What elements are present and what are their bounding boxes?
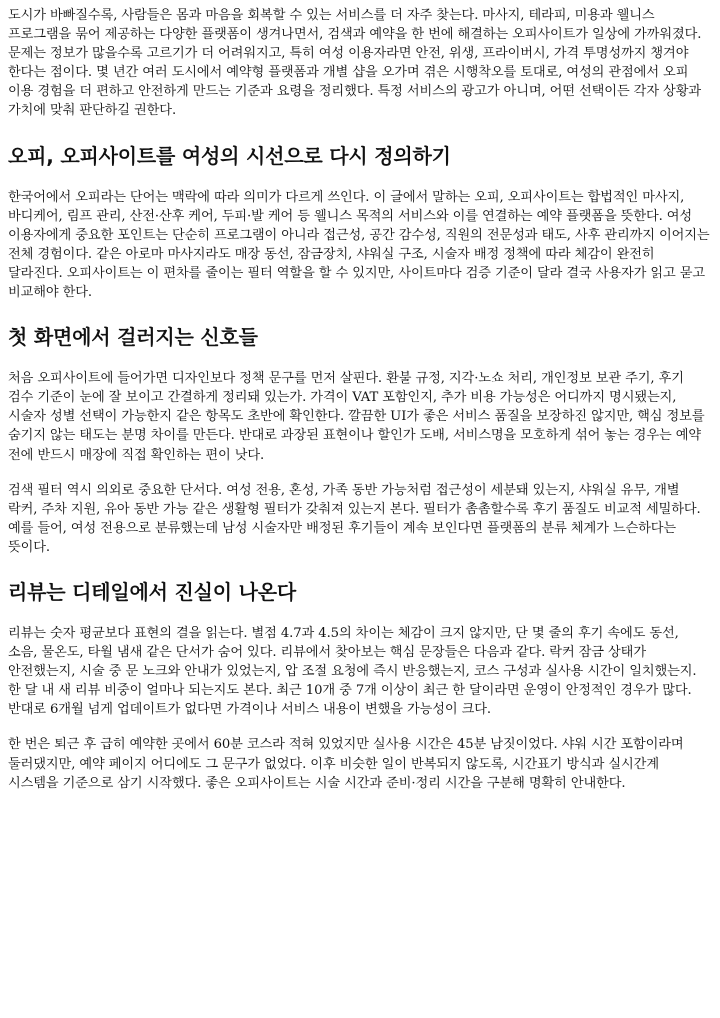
section-paragraph: 한국어에서 오피라는 단어는 맥락에 따라 의미가 다르게 쓰인다. 이 글에서 말하는 오피, 오피사이트는 합법적인 마사지, 바디케어, 림프 관리, 산전·산후 케어, 두피·발 케어 등 웰니스 목적의 서비스와 이를 연결하는 예약 플랫폼을 뜻한다. 여성 이용자에게 중요한 포인트는 단순히 프로그램이 아니라 접근성, 공간 감수성, 직원의 전문성과 태도, 사후 관리까지 이어지는 전체 경험이다. 같은 아로마 마사지라도 매장 동선, 잠금장치, 샤워실 구조, 시술자 배정 정책에 따라 체감이 완전히 달라진다. 오피사이트는 이 편차를 줄이는 필터 역할을 할 수 있지만, 사이트마다 검증 기준이 달라 결국 사용자가 읽고 묻고 비교해야 한다. bbox=[8, 189, 710, 301]
section-definition bbox=[8, 143, 712, 303]
section-reviews bbox=[8, 579, 712, 793]
intro-paragraph: 도시가 바빠질수록, 사람들은 몸과 마음을 회복할 수 있는 서비스를 더 자주 찾는다. 마사지, 테라피, 미용과 웰니스 프로그램을 묶어 제공하는 다양한 플랫폼이 생겨나면서, 검색과 예약을 한 번에 해결하는 오피사이트가 일상에 가까워졌다. 문제는 정보가 많을수록 고르기가 더 어려워지고, 특히 여성 이용자라면 안전, 위생, 프라이버시, 가격 투명성까지 챙겨야 한다는 점이다. 몇 년간 여러 도시에서 예약형 플랫폼과 개별 샵을 오가며 겪은 시행착오를 토대로, 여성의 관점에서 오피 이용 경험을 더 편하고 안전하게 만드는 기준과 요령을 정리했다. 특정 서비스의 광고가 아니며, 어떤 선택이든 각자 상황과 가치에 맞춰 판단하길 권한다. bbox=[8, 8, 702, 119]
section-paragraph: 처음 오피사이트에 들어가면 디자인보다 정책 문구를 먼저 살핀다. 환불 규정, 지각·노쇼 처리, 개인정보 보관 주기, 후기 검수 기준이 눈에 잘 보이고 간결하게 정리돼 있는가. 가격이 VAT 포함인지, 추가 비용 가능성은 어디까지 명시됐는지, 시술자 성별 선택이 가능한지 같은 항목도 초반에 확인한다. 깔끔한 UI가 좋은 서비스 품질을 보장하진 않지만, 핵심 정보를 숨기지 않는 태도는 분명 차이를 만든다. 반대로 과장된 표현이나 할인가 도배, 서비스명을 모호하게 섞어 놓는 경우는 예약 전에 반드시 매장에 직접 확인하는 편이 낫다. bbox=[8, 371, 705, 463]
section-paragraph: 검색 필터 역시 의외로 중요한 단서다. 여성 전용, 혼성, 가족 동반 가능처럼 접근성이 세분돼 있는지, 샤워실 유무, 개별 락커, 주차 지원, 유아 동반 가능 같은 생활형 필터가 갖춰져 있는지 본다. 필터가 촘촘할수록 후기 품질도 비교적 세밀하다. 예를 들어, 여성 전용으로 분류했는데 남성 시술자만 배정된 후기들이 계속 보인다면 플랫폼의 분류 체계가 느슨하다는 뜻이다. bbox=[8, 482, 701, 555]
section-heading: 리뷰는 디테일에서 진실이 나온다 bbox=[8, 579, 296, 604]
section-heading: 오피, 오피사이트를 여성의 시선으로 다시 정의하기 bbox=[8, 143, 451, 168]
section-paragraph: 한 번은 퇴근 후 급히 예약한 곳에서 60분 코스라 적혀 있었지만 실사용 시간은 45분 남짓이었다. 샤워 시간 포함이라며 둘러댔지만, 예약 페이지 어디에도 그 문구가 없었다. 이후 비슷한 일이 반복되지 않도록, 시간표기 방식과 실시간계 시스템을 기준으로 삼기 시작했다. 좋은 오피사이트는 시술 시간과 준비·정리 시간을 구분해 명확히 안내한다. bbox=[8, 737, 684, 791]
section-paragraph: 리뷰는 숫자 평균보다 표현의 결을 읽는다. 별점 4.7과 4.5의 차이는 체감이 크지 않지만, 단 몇 줄의 후기 속에도 동선, 소음, 물온도, 타월 냄새 같은 단서가 숨어 있다. 리뷰에서 찾아보는 핵심 문장들은 다음과 같다. 락커 잠금 상태가 안전했는지, 시술 중 문 노크와 안내가 있었는지, 압 조절 요청에 즉시 반응했는지, 코스 구성과 실사용 시간이 일치했는지. 한 달 내 새 리뷰 비중이 얼마나 되는지도 본다. 최근 10개 중 7개 이상이 최근 한 달이라면 운영이 안정적인 경우가 많다. 반대로 6개월 넘게 업데이트가 없다면 가격이나 서비스 내용이 변했을 가능성이 크다. bbox=[8, 625, 697, 718]
section-heading: 첫 화면에서 걸러지는 신호들 bbox=[8, 325, 258, 350]
section-first-screen-signals bbox=[8, 324, 712, 557]
